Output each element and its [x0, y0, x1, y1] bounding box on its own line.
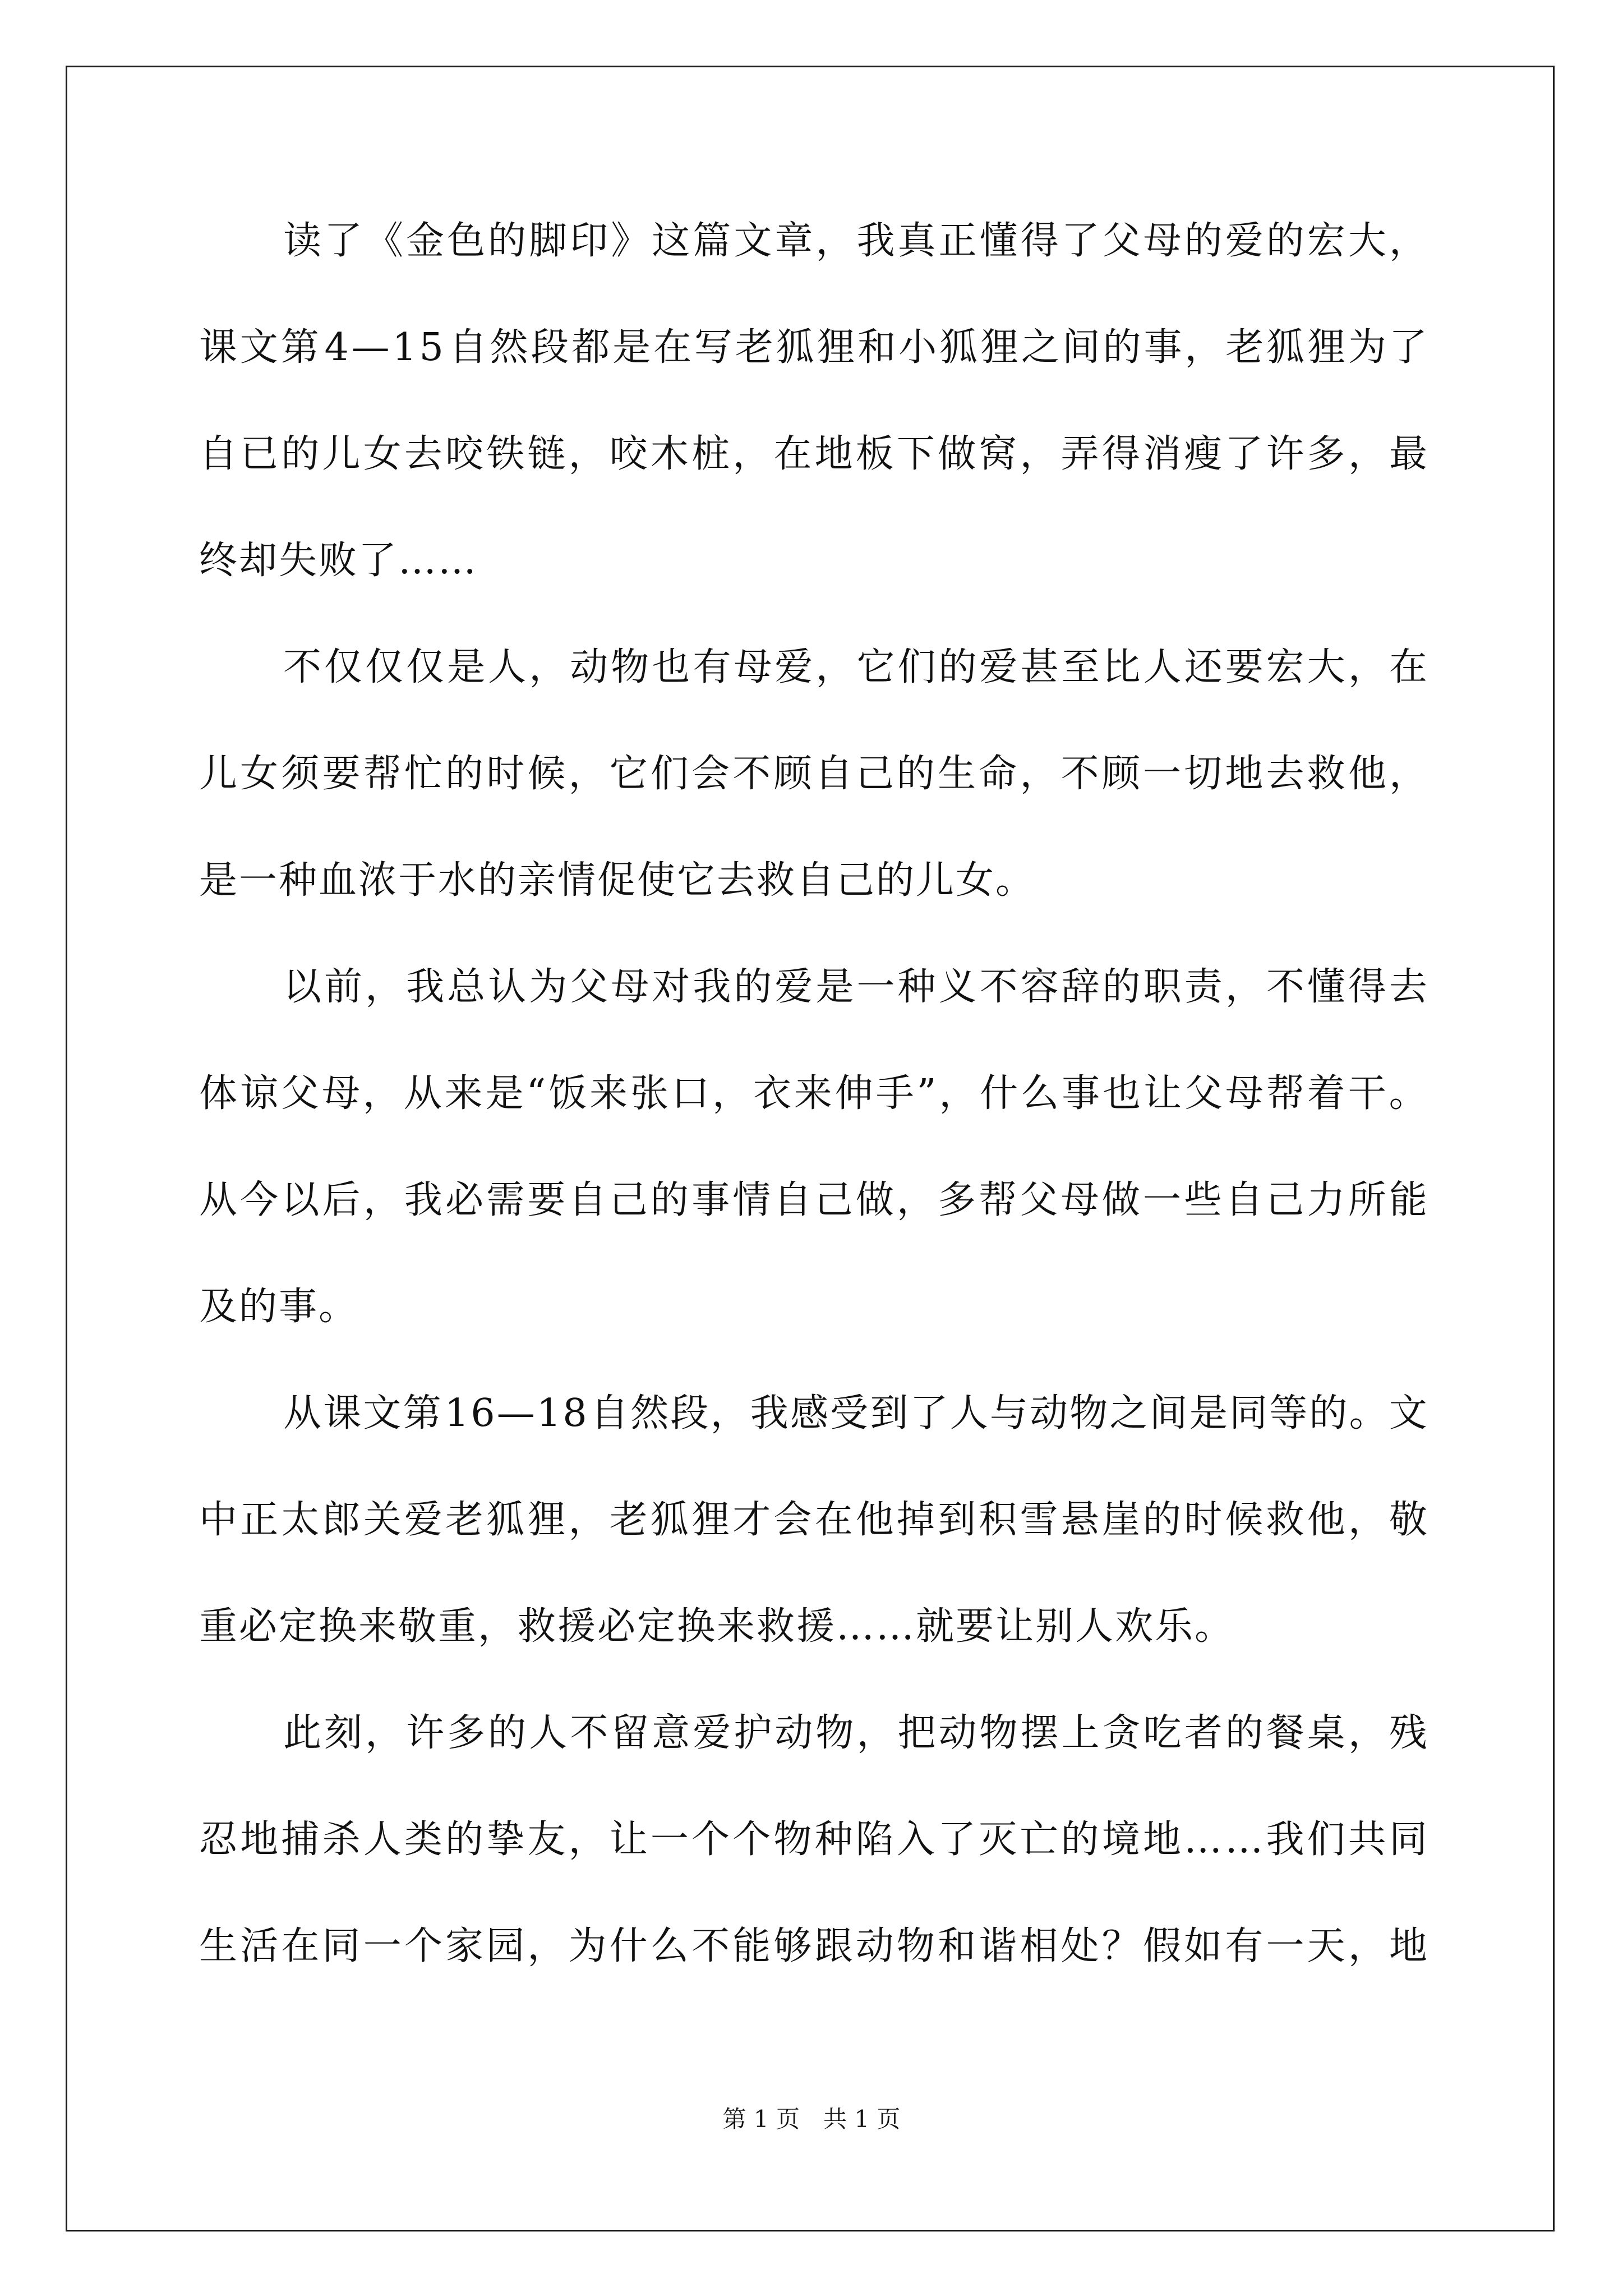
paragraph-5-line-3: 生 活 在 同 一 个 家 园 ， 为 什 么 不 能 够 跟 动 物 和 谐 相 处 ？ 假 如 有 一 天 ， 地	[199, 1924, 1427, 1968]
document-body	[199, 213, 1427, 2025]
paragraph-4-line-1: 从 课 文 第 1 6 — 1 8 自 然 段 ， 我 感 受 到 了 人 与 动 物 之 间 是 同 等 的 。 文	[283, 1391, 1427, 1435]
paragraph-5-line-2: 忍 地 捕 杀 人 类 的 挚 友 ， 让 一 个 个 物 种 陷 入 了 灭 亡 的 境 地 … … 我 们 共 同	[199, 1818, 1427, 1862]
paragraph-1-line-1: 读 了 《 金 色 的 脚 印 》 这 篇 文 章 ， 我 真 正 懂 得 了 父 母 的 爱 的 宏 大 ，	[283, 219, 1427, 263]
paragraph-4-line-2: 中 正 太 郎 关 爱 老 狐 狸 ， 老 狐 狸 才 会 在 他 掉 到 积 雪 悬 崖 的 时 候 救 他 ， 敬	[199, 1498, 1427, 1542]
paragraph-3-line-2: 体 谅 父 母 ， 从 来 是 “ 饭 来 张 口 ， 衣 来 伸 手 ” ， 什 么 事 也 让 父 母 帮 着 干 。	[199, 1071, 1427, 1116]
paragraph-2-line-2: 儿 女 须 要 帮 忙 的 时 候 ， 它 们 会 不 顾 自 己 的 生 命 ， 不 顾 一 切 地 去 救 他 ，	[199, 752, 1427, 796]
paragraph-1-line-2: 课 文 第 4 — 1 5 自 然 段 都 是 在 写 老 狐 狸 和 小 狐 狸 之 间 的 事 ， 老 狐 狸 为 了	[199, 325, 1427, 370]
paragraph-3-line-4: 及的事。	[199, 1285, 359, 1329]
paragraph-1-line-4: 终却失败了……	[199, 539, 478, 583]
paragraph-2-line-1: 不 仅 仅 仅 是 人 ， 动 物 也 有 母 爱 ， 它 们 的 爱 甚 至 比 人 还 要 宏 大 ， 在	[283, 645, 1427, 689]
page-number-footer: 第 1 页 共 1 页	[722, 2105, 901, 2133]
paragraph-3-line-1: 以 前 ， 我 总 认 为 父 母 对 我 的 爱 是 一 种 义 不 容 辞 的 职 责 ， 不 懂 得 去	[283, 965, 1427, 1009]
paragraph-3-line-3: 从 今 以 后 ， 我 必 需 要 自 己 的 事 情 自 己 做 ， 多 帮 父 母 做 一 些 自 己 力 所 能	[199, 1178, 1427, 1222]
paragraph-5-line-1: 此 刻 ， 许 多 的 人 不 留 意 爱 护 动 物 ， 把 动 物 摆 上 贪 吃 者 的 餐 桌 ， 残	[283, 1711, 1427, 1755]
paragraph-1-line-3: 自 已 的 儿 女 去 咬 铁 链 ， 咬 木 桩 ， 在 地 板 下 做 窝 ， 弄 得 消 瘦 了 许 多 ， 最	[199, 432, 1427, 476]
paragraph-2-line-3: 是一种血浓于水的亲情促使它去救自己的儿女。	[199, 858, 1036, 903]
paragraph-4-line-3: 重必定换来敬重，救援必定换来救援……就要让别人欢乐。	[199, 1604, 1235, 1649]
